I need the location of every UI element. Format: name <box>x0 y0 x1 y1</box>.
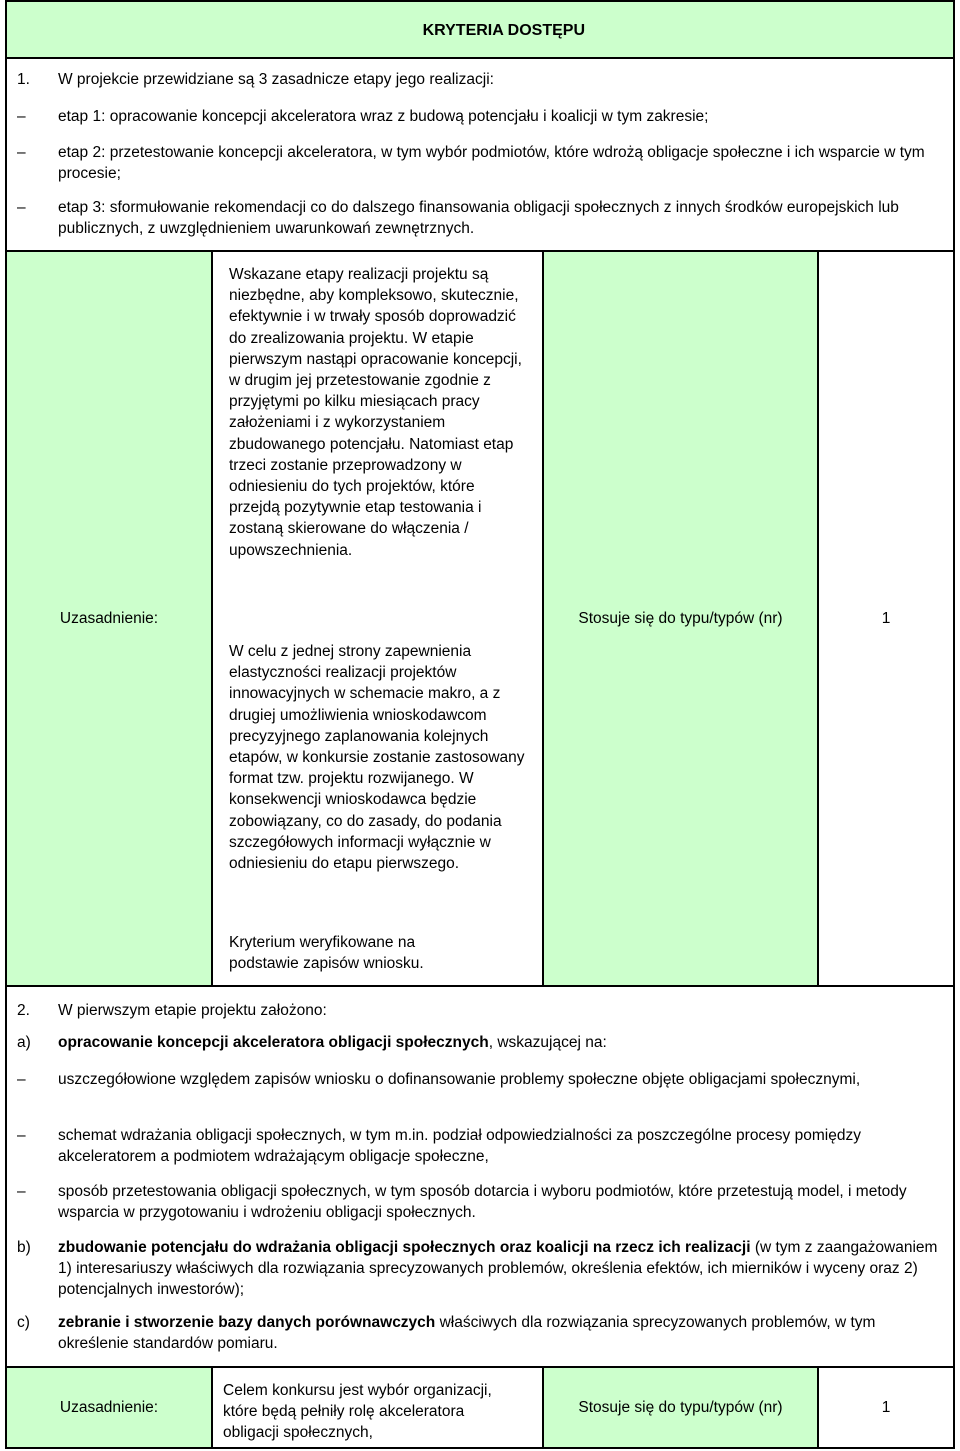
item-a-label: a) <box>17 1034 31 1051</box>
justification-label-2: Uzasadnienie: <box>59 1398 159 1416</box>
page-title: KRYTERIA DOSTĘPU <box>422 22 585 39</box>
justification-text-cell <box>211 250 544 987</box>
item-b-rest: (w tym z zaangażowaniem 1) interesariuszy właściwych dla rozwiązania sprecyzowanych problemów, określenia efektów, ich mierników i wyceny oraz 2) potencjalnych inwestorów); <box>58 1239 938 1298</box>
item-c-label: c) <box>17 1314 30 1331</box>
dash-bullet: – <box>17 144 26 161</box>
item-b-label: b) <box>17 1239 31 1256</box>
item-a-rest: , wskazującej na: <box>488 1034 607 1051</box>
applies-value: 1 <box>881 609 891 627</box>
applies-label-2: Stosuje się do typu/typów (nr) <box>578 1398 783 1416</box>
applies-value-2: 1 <box>881 1398 891 1416</box>
criterion-1-item-3: etap 3: sformułowanie rekomendacji co do dalszego finansowania obligacji społecznych z innych środków europejskich lub publicznych, z uwzględnieniem uwarunkowań zewnętrznych. <box>58 199 899 237</box>
justification-2-paragraph-1: Celem konkursu jest wybór organizacji, które będą pełniły rolę akceleratora obligacji społecznych, <box>223 1382 492 1442</box>
applies-label-cell-2 <box>542 1366 819 1449</box>
item-b-bold: zbudowanie potencjału do wdrażania obligacji społecznych oraz koalicji na rzecz ich realizacji <box>58 1239 751 1256</box>
criteria-header <box>5 0 955 59</box>
dash-bullet: – <box>17 108 26 125</box>
criterion-1-intro: W projekcie przewidziane są 3 zasadnicze etapy jego realizacji: <box>58 71 494 88</box>
dash-bullet: – <box>17 1183 26 1200</box>
criterion-1-number: 1. <box>17 71 30 88</box>
item-a-text <box>58 1032 943 1053</box>
document-page <box>5 0 955 1449</box>
criterion-1-item-1: etap 1: opracowanie koncepcji akceleratora wraz z budową potencjału i koalicji w tym zakresie; <box>58 108 709 125</box>
criterion-2-number: 2. <box>17 1002 30 1019</box>
dash-bullet: – <box>17 199 26 216</box>
applies-value-cell-2 <box>817 1366 955 1449</box>
criterion-2-description <box>5 985 955 1368</box>
justification-label-cell-2 <box>5 1366 213 1449</box>
item-a-bold: opracowanie koncepcji akceleratora obligacji społecznych <box>58 1034 489 1051</box>
justification-label-cell <box>5 250 213 987</box>
item-b-text <box>58 1237 943 1300</box>
justification-paragraph-3: Kryterium weryfikowane na podstawie zapisów wniosku. <box>229 934 424 973</box>
justification-paragraph-2: W celu z jednej strony zapewnienia elastyczności realizacji projektów innowacyjnych w schemacie makro, a z drugiej umożliwienia wnioskodawcom precyzyjnego zaplanowania kolejnych etapów, w konkursie zostanie zastosowany format tzw. projektu rozwijanego. W konsekwencji wnioskodawca będzie zobowiązany, co do zasady, do podania szczegółowych informacji wyłącznie w odniesieniu do etapu pierwszego. <box>229 643 525 873</box>
justification-text-cell-2 <box>211 1366 544 1449</box>
justification-paragraph-1: Wskazane etapy realizacji projektu są niezbędne, aby kompleksowo, skutecznie, efektywnie i w trwały sposób doprowadzić do zrealizowania projektu. W etapie pierwszym nastąpi opracowanie koncepcji, w drugim jej przetestowanie zgodnie z przyjętymi po kilku miesiącach pracy założeniami i z wykorzystaniem zbudowanego potencjału. Natomiast etap trzeci zostanie przeprowadzony w odniesieniu do tych projektów, które przejdą pozytywnie etap testowania i zostaną skierowane do włączenia / upowszechnienia. <box>229 266 522 559</box>
dash-bullet: – <box>17 1127 26 1144</box>
item-a-subitem-3: sposób przetestowania obligacji społecznych, w tym sposób dotarcia i wyboru podmiotów, które przetestują model, i metody wsparcia w przygotowaniu i wdrożeniu obligacji społecznych. <box>58 1183 907 1221</box>
item-c-bold: zebranie i stworzenie bazy danych porównawczych <box>58 1314 436 1331</box>
criterion-1-item-2: etap 2: przetestowanie koncepcji akceleratora, w tym wybór podmiotów, które wdrożą obligacje społeczne i ich wsparcie w tym procesie; <box>58 144 925 182</box>
applies-label-cell <box>542 250 819 987</box>
criterion-2-intro: W pierwszym etapie projektu założono: <box>58 1002 327 1019</box>
item-a-subitem-1: uszczegółowione względem zapisów wniosku o dofinansowanie problemy społeczne objęte obligacjami społecznymi, <box>58 1071 861 1088</box>
applies-value-cell <box>817 250 955 987</box>
criterion-1-description <box>5 57 955 252</box>
applies-label: Stosuje się do typu/typów (nr) <box>578 609 783 627</box>
dash-bullet: – <box>17 1071 26 1088</box>
item-c-rest: właściwych dla rozwiązania sprecyzowanych problemów, w tym określenie standardów pomiaru. <box>58 1314 876 1352</box>
item-a-subitem-2: schemat wdrażania obligacji społecznych, w tym m.in. podział odpowiedzialności za poszczególne procesy pomiędzy akceleratorem a podmiotem wdrażającym obligacje społeczne, <box>58 1127 861 1165</box>
justification-label: Uzasadnienie: <box>59 609 159 627</box>
item-c-text <box>58 1312 943 1354</box>
